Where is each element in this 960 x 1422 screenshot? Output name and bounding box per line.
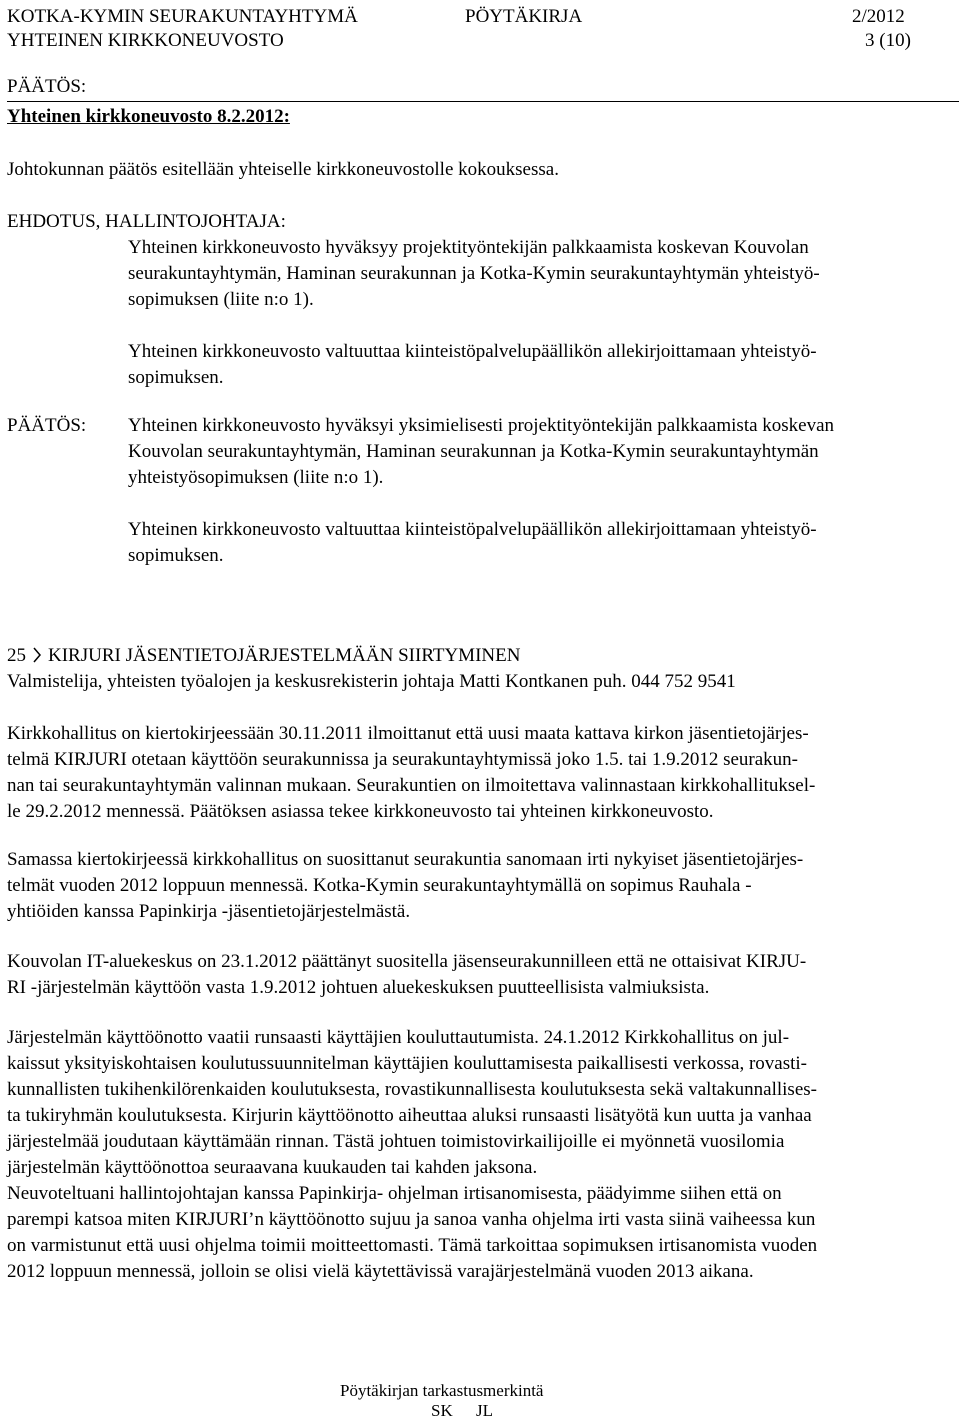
meeting-heading: Yhteinen kirkkoneuvosto 8.2.2012: [7,106,290,127]
text-line: telmät vuoden 2012 loppuun mennessä. Kotka-Kymin seurakuntayhtymällä on sopimus Rauhala - [7,875,752,896]
text-line: 2012 loppuun mennessä, jolloin se olisi vielä käytettävissä varajärjestelmänä vuoden 2013 aikana. [7,1261,754,1282]
footer-initials-2: JL [476,1401,493,1420]
presenter-line: Valmistelija, yhteisten työalojen ja keskusrekisterin johtaja Matti Kontkanen puh. 044 752 9541 [7,671,736,692]
doc-number: 2/2012 [852,6,905,27]
body-paragraph-1 [7,721,815,825]
body-paragraph-3 [7,949,806,1001]
council-name: YHTEINEN KIRKKONEUVOSTO [7,30,284,51]
top-decision-label: PÄÄTÖS: [7,76,87,97]
text-line: nan tai seurakuntayhtymän valinnan mukaan. Seurakuntien on ilmoitettava valinnastaan kirkkohallituksel- [7,775,816,796]
text-line: kaissut yksityiskohtaisen koulutussuunnitelman käyttäjien kouluttamisesta paikallisesti verkossa, rovasti- [7,1053,808,1074]
text-line: järjestelmän käyttöönottoa seuraavana kuukauden tai kahden jaksona. [7,1157,538,1178]
decision-paragraph-1 [128,413,834,491]
proposal-label: EHDOTUS, HALLINTOJOHTAJA: [7,211,286,232]
text-line: sopimuksen. [128,367,224,388]
text-line: yhteistyösopimuksen (liite n:o 1). [128,467,384,488]
text-line: kunnallisten tukihenkilörenkaiden koulutuksesta, rovastikunnallisesta koulutuksesta sekä valtakunnallises- [7,1079,817,1100]
proposal-paragraph-2 [128,339,817,391]
text-line: Yhteinen kirkkoneuvosto hyväksyi yksimielisesti projektityöntekijän palkkaamista koskevan [128,415,835,436]
text-line: Yhteinen kirkkoneuvosto valtuuttaa kiinteistöpalvelupäällikön allekirjoittamaan yhteistyö- [128,341,817,362]
section-title: KIRJURI JÄSENTIETOJÄRJESTELMÄÄN SIIRTYMINEN [48,645,521,666]
section-heading [7,643,520,669]
text-line: Samassa kiertokirjeessä kirkkohallitus on suosittanut seurakuntia sanomaan irti nykyiset jäsentietojärjes- [7,849,804,870]
text-line: seurakuntayhtymän, Haminan seurakunnan ja Kotka-Kymin seurakuntayhtymän yhteistyö- [128,263,820,284]
text-line: on varmistunut että uusi ohjelma toimii moitteettomasti. Tämä tarkoittaa sopimuksen irtisanomista vuoden [7,1235,818,1256]
text-line: le 29.2.2012 mennessä. Päätöksen asiassa tekee kirkkoneuvosto tai yhteinen kirkkoneuvosto. [7,801,714,822]
page-number: 3 (10) [865,30,911,51]
text-line: parempi katsoa miten KIRJURI’n käyttöönotto sujuu ja sanoa vanha ohjelma irti vasta siinä vaiheessa kun [7,1209,816,1230]
doc-type: PÖYTÄKIRJA [465,6,583,27]
header-rule [7,101,959,102]
text-line: sopimuksen (liite n:o 1). [128,289,314,310]
text-line: RI -järjestelmän käyttöön vasta 1.9.2012 johtuen aluekeskuksen puutteellisista valmiuksista. [7,977,710,998]
text-line: Kouvolan seurakuntayhtymän, Haminan seurakunnan ja Kotka-Kymin seurakuntayhtymän [128,441,819,462]
section-arrow-icon [32,647,42,663]
text-line: järjestelmää joudutaan käyttämään rinnan. Tästä johtuen toimistovirkailijoille ei myönnetä vuosilomia [7,1131,785,1152]
text-line: Yhteinen kirkkoneuvosto hyväksyy projektityöntekijän palkkaamista koskevan Kouvolan [128,237,809,258]
text-line: Yhteinen kirkkoneuvosto valtuuttaa kiinteistöpalvelupäällikön allekirjoittamaan yhteistyö- [128,519,817,540]
section-number: 25 [7,645,26,666]
text-line: yhtiöiden kanssa Papinkirja -jäsentietojärjestelmästä. [7,901,411,922]
text-line: ta tukiryhmän koulutuksesta. Kirjurin käyttöönotto aiheuttaa aluksi runsaasti lisätyötä kun uutta ja vanhaa [7,1105,812,1126]
text-line: Kouvolan IT-aluekeskus on 23.1.2012 päättänyt suositella jäsenseurakunnilleen että ne ottaisivat KIRJU- [7,951,807,972]
text-line: telmä KIRJURI otetaan käyttöön seurakunnissa ja seurakuntayhtymissä joko 1.5. tai 1.9.2012 seurakun- [7,749,798,770]
text-line: Neuvoteltuani hallintojohtajan kanssa Papinkirja- ohjelman irtisanomisesta, päädyimme siihen että on [7,1183,782,1204]
decision-label: PÄÄTÖS: [7,415,87,436]
body-paragraph-4 [7,1025,817,1285]
text-line: Järjestelmän käyttöönotto vaatii runsaasti käyttäjien kouluttautumista. 24.1.2012 Kirkkohallitus on jul- [7,1027,790,1048]
org-name: KOTKA-KYMIN SEURAKUNTAYHTYMÄ [7,6,358,27]
decision-paragraph-2 [128,517,817,569]
body-paragraph-2 [7,847,803,925]
footer-title: Pöytäkirjan tarkastusmerkintä [340,1381,544,1400]
text-line: Kirkkohallitus on kiertokirjeessään 30.11.2011 ilmoittanut että uusi maata kattava kirkon jäsentietojärjes- [7,723,809,744]
proposal-paragraph-1 [128,235,820,313]
text-line: sopimuksen. [128,545,224,566]
intro-line: Johtokunnan päätös esitellään yhteiselle kirkkoneuvostolle kokouksessa. [7,159,559,180]
footer-initials-1: SK [431,1401,453,1420]
